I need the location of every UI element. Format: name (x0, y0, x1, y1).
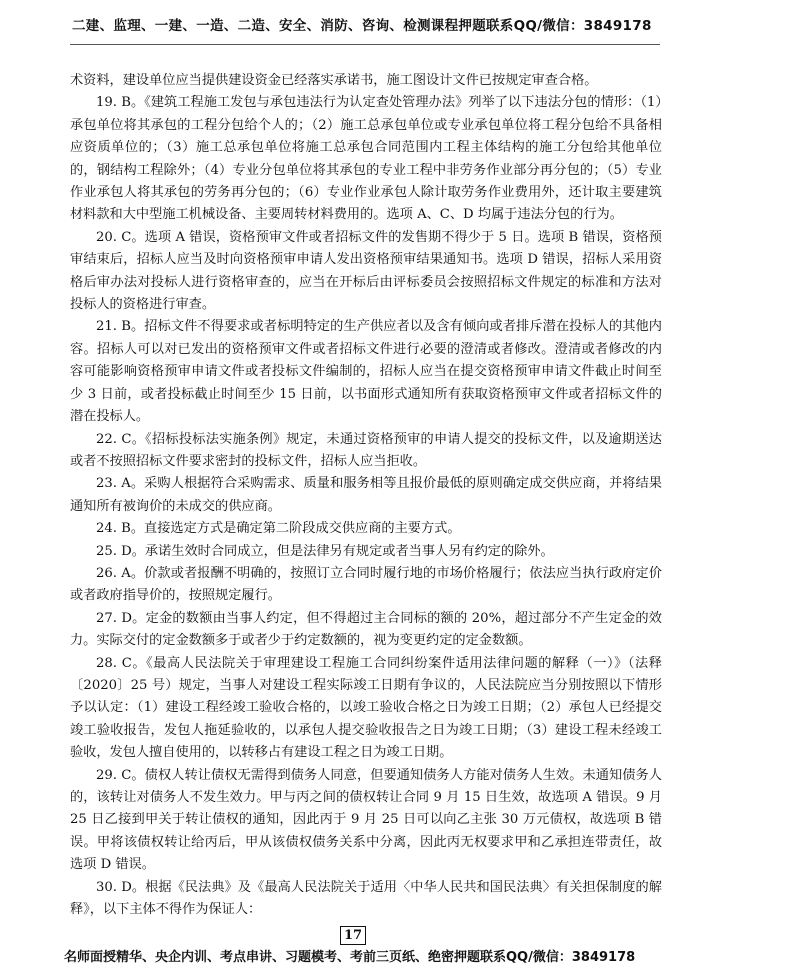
answer-27: 27. D。定金的数额由当事人约定，但不得超过主合同标的额的 20%，超过部分不产生定金的效力。实际交付的定金数额多于或者少于约定数额的，视为变更约定的定金数额。 (70, 610, 662, 649)
answer-26: 26. A。价款或者报酬不明确的，按照订立合同时履行地的市场价格履行；依法应当执行政府定价或者政府指导价的，按照规定履行。 (70, 565, 662, 604)
answer-25: 25. D。承诺生效时合同成立，但是法律另有规定或者当事人另有约定的除外。 (96, 543, 554, 559)
page-number: 17 (340, 926, 366, 945)
document-body (70, 70, 662, 921)
answer-20: 20. C。选项 A 错误，资格预审文件或者招标文件的发售期不得少于 5 日。选项 B 错误，资格预审结束后，招标人应当及时向资格预审申请人发出资格预审结果通知书。选项 D 错误，招标人采用资格后审办法对投标人进行资格审查的，应当在开标后由评标委员会按照招标文件规定的标准和方法对投标人的资格进行审查。 (70, 229, 662, 313)
answer-29: 29. C。债权人转让债权无需得到债务人同意，但要通知债务人方能对债务人生效。未通知债务人的，该转让对债务人不发生效力。甲与丙之间的债权转让合同 9 月 15 日生效，故选项 A 错误。9 月 25 日乙接到甲关于转让债权的通知，因此丙于 9 月 25 日可以向乙主张 30 万元债权，故选项 B 错误。甲将该债权转让给丙后，甲从该债权债务关系中分离，因此丙无权要求甲和乙承担连带责任，故选项 D 错误。 (70, 767, 662, 873)
answer-24: 24. B。直接选定方式是确定第二阶段成交供应商的主要方式。 (96, 521, 461, 537)
answer-21: 21. B。招标文件不得要求或者标明特定的生产供应者以及含有倾向或者排斥潜在投标人的其他内容。招标人可以对已发出的资格预审文件或者招标文件进行必要的澄清或者修改。澄清或者修改的内容可能影响资格预审申请文件或者投标文件编制的，招标人应当在提交资格预审申请文件截止时间至少 3 日前，或者投标截止时间至少 15 日前，以书面形式通知所有获取资格预审文件或者招标文件的潜在投标人。 (70, 319, 662, 425)
answer-23: 23. A。采购人根据符合采购需求、质量和服务相等且报价最低的原则确定成交供应商，并将结果通知所有被询价的未成交的供应商。 (70, 476, 662, 514)
answer-28: 28. C。《最高人民法院关于审理建设工程施工合同纠纷案件适用法律问题的解释（一）》（法释〔2020〕25 号）规定，当事人对建设工程实际竣工日期有争议的，人民法院应当分别按照以下情形予以认定：（1）建设工程经竣工验收合格的，以竣工验收合格之日为竣工日期；（2）承包人已经提交竣工验收报告，发包人拖延验收的，以承包人提交验收报告之日为竣工日期；（3）建设工程未经竣工验收，发包人擅自使用的，以转移占有建设工程之日为竣工日期。 (70, 655, 662, 761)
answer-19: 19. B。《建筑工程施工发包与承包违法行为认定查处管理办法》列举了以下违法分包的情形：（1）承包单位将其承包的工程分包给个人的；（2）施工总承包单位或专业承包单位将工程分包给不具备相应资质单位的；（3）施工总承包单位将施工总承包合同范围内工程主体结构的施工分包给其他单位的，钢结构工程除外；（4）专业分包单位将其承包的专业工程中非劳务作业部分再分包的；（5）专业作业承包人将其承包的劳务再分包的；（6）专业作业承包人除计取劳务作业费用外，还计取主要建筑材料款和大中型施工机械设备、主要周转材料费用的。选项 A、C、D 均属于违法分包的行为。 (70, 95, 662, 223)
paragraph-continuation: 术资料，建设单位应当提供建设资金已经落实承诺书，施工图设计文件已按规定审查合格。 (70, 73, 598, 88)
footer-banner: 名师面授精华、央企内训、考点串讲、习题模考、考前三页纸、绝密押题联系QQ/微信：3849178 (64, 950, 636, 965)
header-divider (70, 44, 660, 45)
header-banner: 二建、监理、一建、一造、二造、安全、消防、咨询、检测课程押题联系QQ/微信：3849178 (72, 18, 652, 34)
answer-22: 22. C。《招标投标法实施条例》规定，未通过资格预审的申请人提交的投标文件，以及逾期送达或者不按照招标文件要求密封的投标文件，招标人应当拒收。 (70, 431, 662, 469)
answer-30: 30. D。根据《民法典》及《最高人民法院关于适用〈中华人民共和国民法典〉有关担保制度的解释》，以下主体不得作为保证人： (70, 879, 662, 918)
